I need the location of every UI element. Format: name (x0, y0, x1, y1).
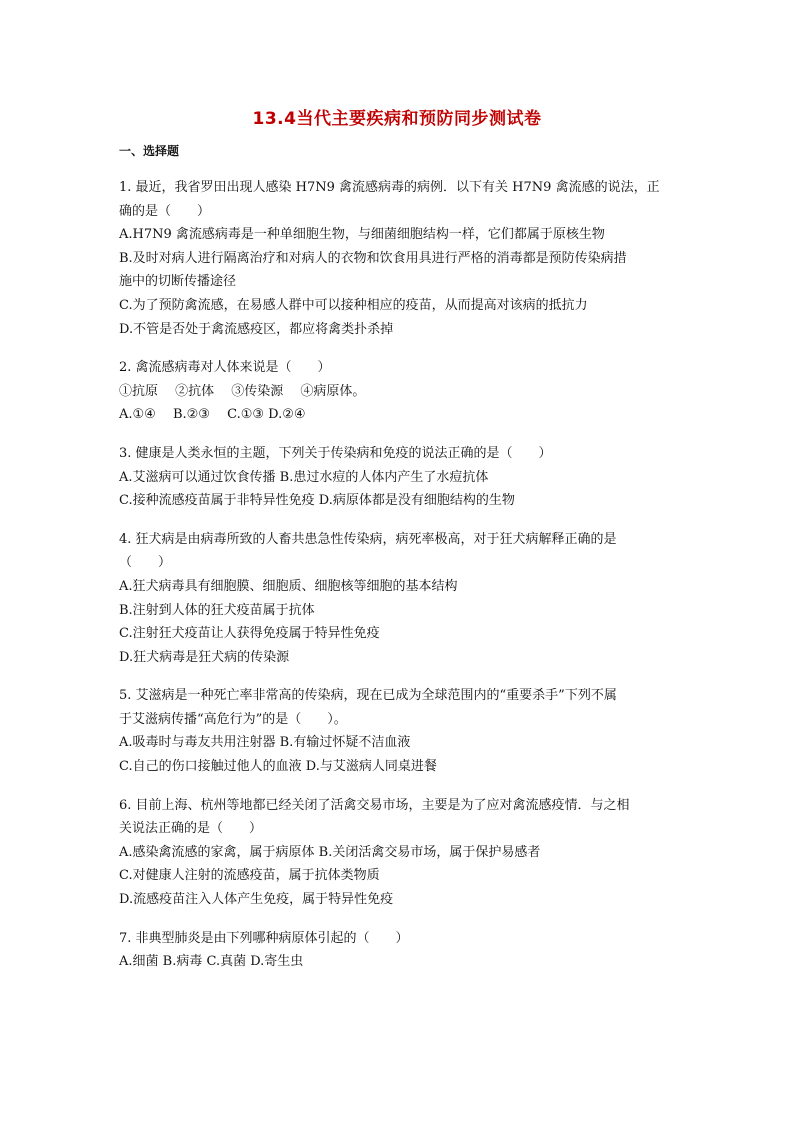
question-line: 3. 健康是人类永恒的主题，下列关于传染病和免疫的说法正确的是（ ） (119, 445, 552, 461)
question-line: C.为了预防禽流感，在易感人群中可以接种相应的疫苗，从而提高对该病的抵抗力 (119, 297, 588, 313)
question-line: B.及时对病人进行隔离治疗和对病人的衣物和饮食用具进行严格的消毒都是预防传染病措 (119, 250, 627, 266)
question-line: A.①④ B.②③ C.①③ D.②④ (119, 407, 306, 423)
question-7 (119, 927, 679, 974)
question-line: 确的是（ ） (119, 203, 211, 219)
question-5 (119, 684, 679, 778)
question-line: D.流感疫苗注入人体产生免疫，属于特异性免疫 (119, 892, 394, 908)
question-line: B.注射到人体的狂犬疫苗属于抗体 (119, 602, 315, 618)
question-line: D.狂犬病毒是狂犬病的传染源 (119, 649, 290, 665)
question-line: A.狂犬病毒具有细胞膜、细胞质、细胞核等细胞的基本结构 (119, 578, 458, 594)
question-list (119, 176, 679, 989)
question-line: A.艾滋病可以通过饮食传播 B.患过水痘的人体内产生了水痘抗体 (119, 469, 489, 485)
question-line: （ ） (119, 555, 172, 571)
question-line: 1. 最近，我省罗田出现人感染 H7N9 禽流感病毒的病例．以下有关 H7N9 禽流感的说法，正 (119, 180, 660, 195)
question-line: 施中的切断传播途径 (119, 274, 237, 290)
question-line: 6. 目前上海、杭州等地都已经关闭了活禽交易市场，主要是为了应对禽流感疫情．与之相 (119, 797, 630, 813)
question-line: 2. 禽流感病毒对人体来说是（ ） (119, 360, 331, 376)
question-1 (119, 176, 679, 341)
question-line: ①抗原 ②抗体 ③传染源 ④病原体。 (119, 383, 366, 399)
question-4 (119, 528, 679, 670)
question-3 (119, 442, 679, 513)
question-line: 5. 艾滋病是一种死亡率非常高的传染病，现在已成为全球范围内的“重要杀手”下列不属 (119, 688, 617, 704)
question-line: 4. 狂犬病是由病毒所致的人畜共患急性传染病，病死率极高，对于狂犬病解释正确的是 (119, 531, 617, 547)
question-line: 7. 非典型肺炎是由下列哪种病原体引起的（ ） (119, 930, 409, 946)
question-line: A.H7N9 禽流感病毒是一种单细胞生物，与细菌细胞结构一样，它们都属于原核生物 (119, 227, 605, 243)
section-heading: 一、选择题 (119, 144, 180, 158)
question-line: C.接种流感疫苗属于非特异性免疫 D.病原体都是没有细胞结构的生物 (119, 493, 515, 509)
question-line: A.感染禽流感的家禽，属于病原体 B.关闭活禽交易市场，属于保护易感者 (119, 844, 541, 860)
question-line: A.细菌 B.病毒 C.真菌 D.寄生虫 (119, 954, 304, 970)
question-line: C.对健康人注射的流感疫苗，属于抗体类物质 (119, 868, 380, 884)
page-title: 13.4当代主要疾病和预防同步测试卷 (252, 109, 542, 129)
question-6 (119, 794, 679, 912)
question-line: A.吸毒时与毒友共用注射器 B.有输过怀疑不洁血液 (119, 735, 411, 751)
question-line: 关说法正确的是（ ） (119, 821, 263, 837)
question-2 (119, 356, 679, 427)
question-line: C.注射狂犬疫苗让人获得免疫属于特异性免疫 (119, 626, 380, 642)
question-line: 于艾滋病传播“高危行为”的是（ ）。 (119, 711, 347, 727)
question-line: C.自己的伤口接触过他人的血液 D.与艾滋病人同桌进餐 (119, 759, 437, 775)
question-line: D.不管是否处于禽流感疫区，都应将禽类扑杀掉 (119, 321, 394, 337)
